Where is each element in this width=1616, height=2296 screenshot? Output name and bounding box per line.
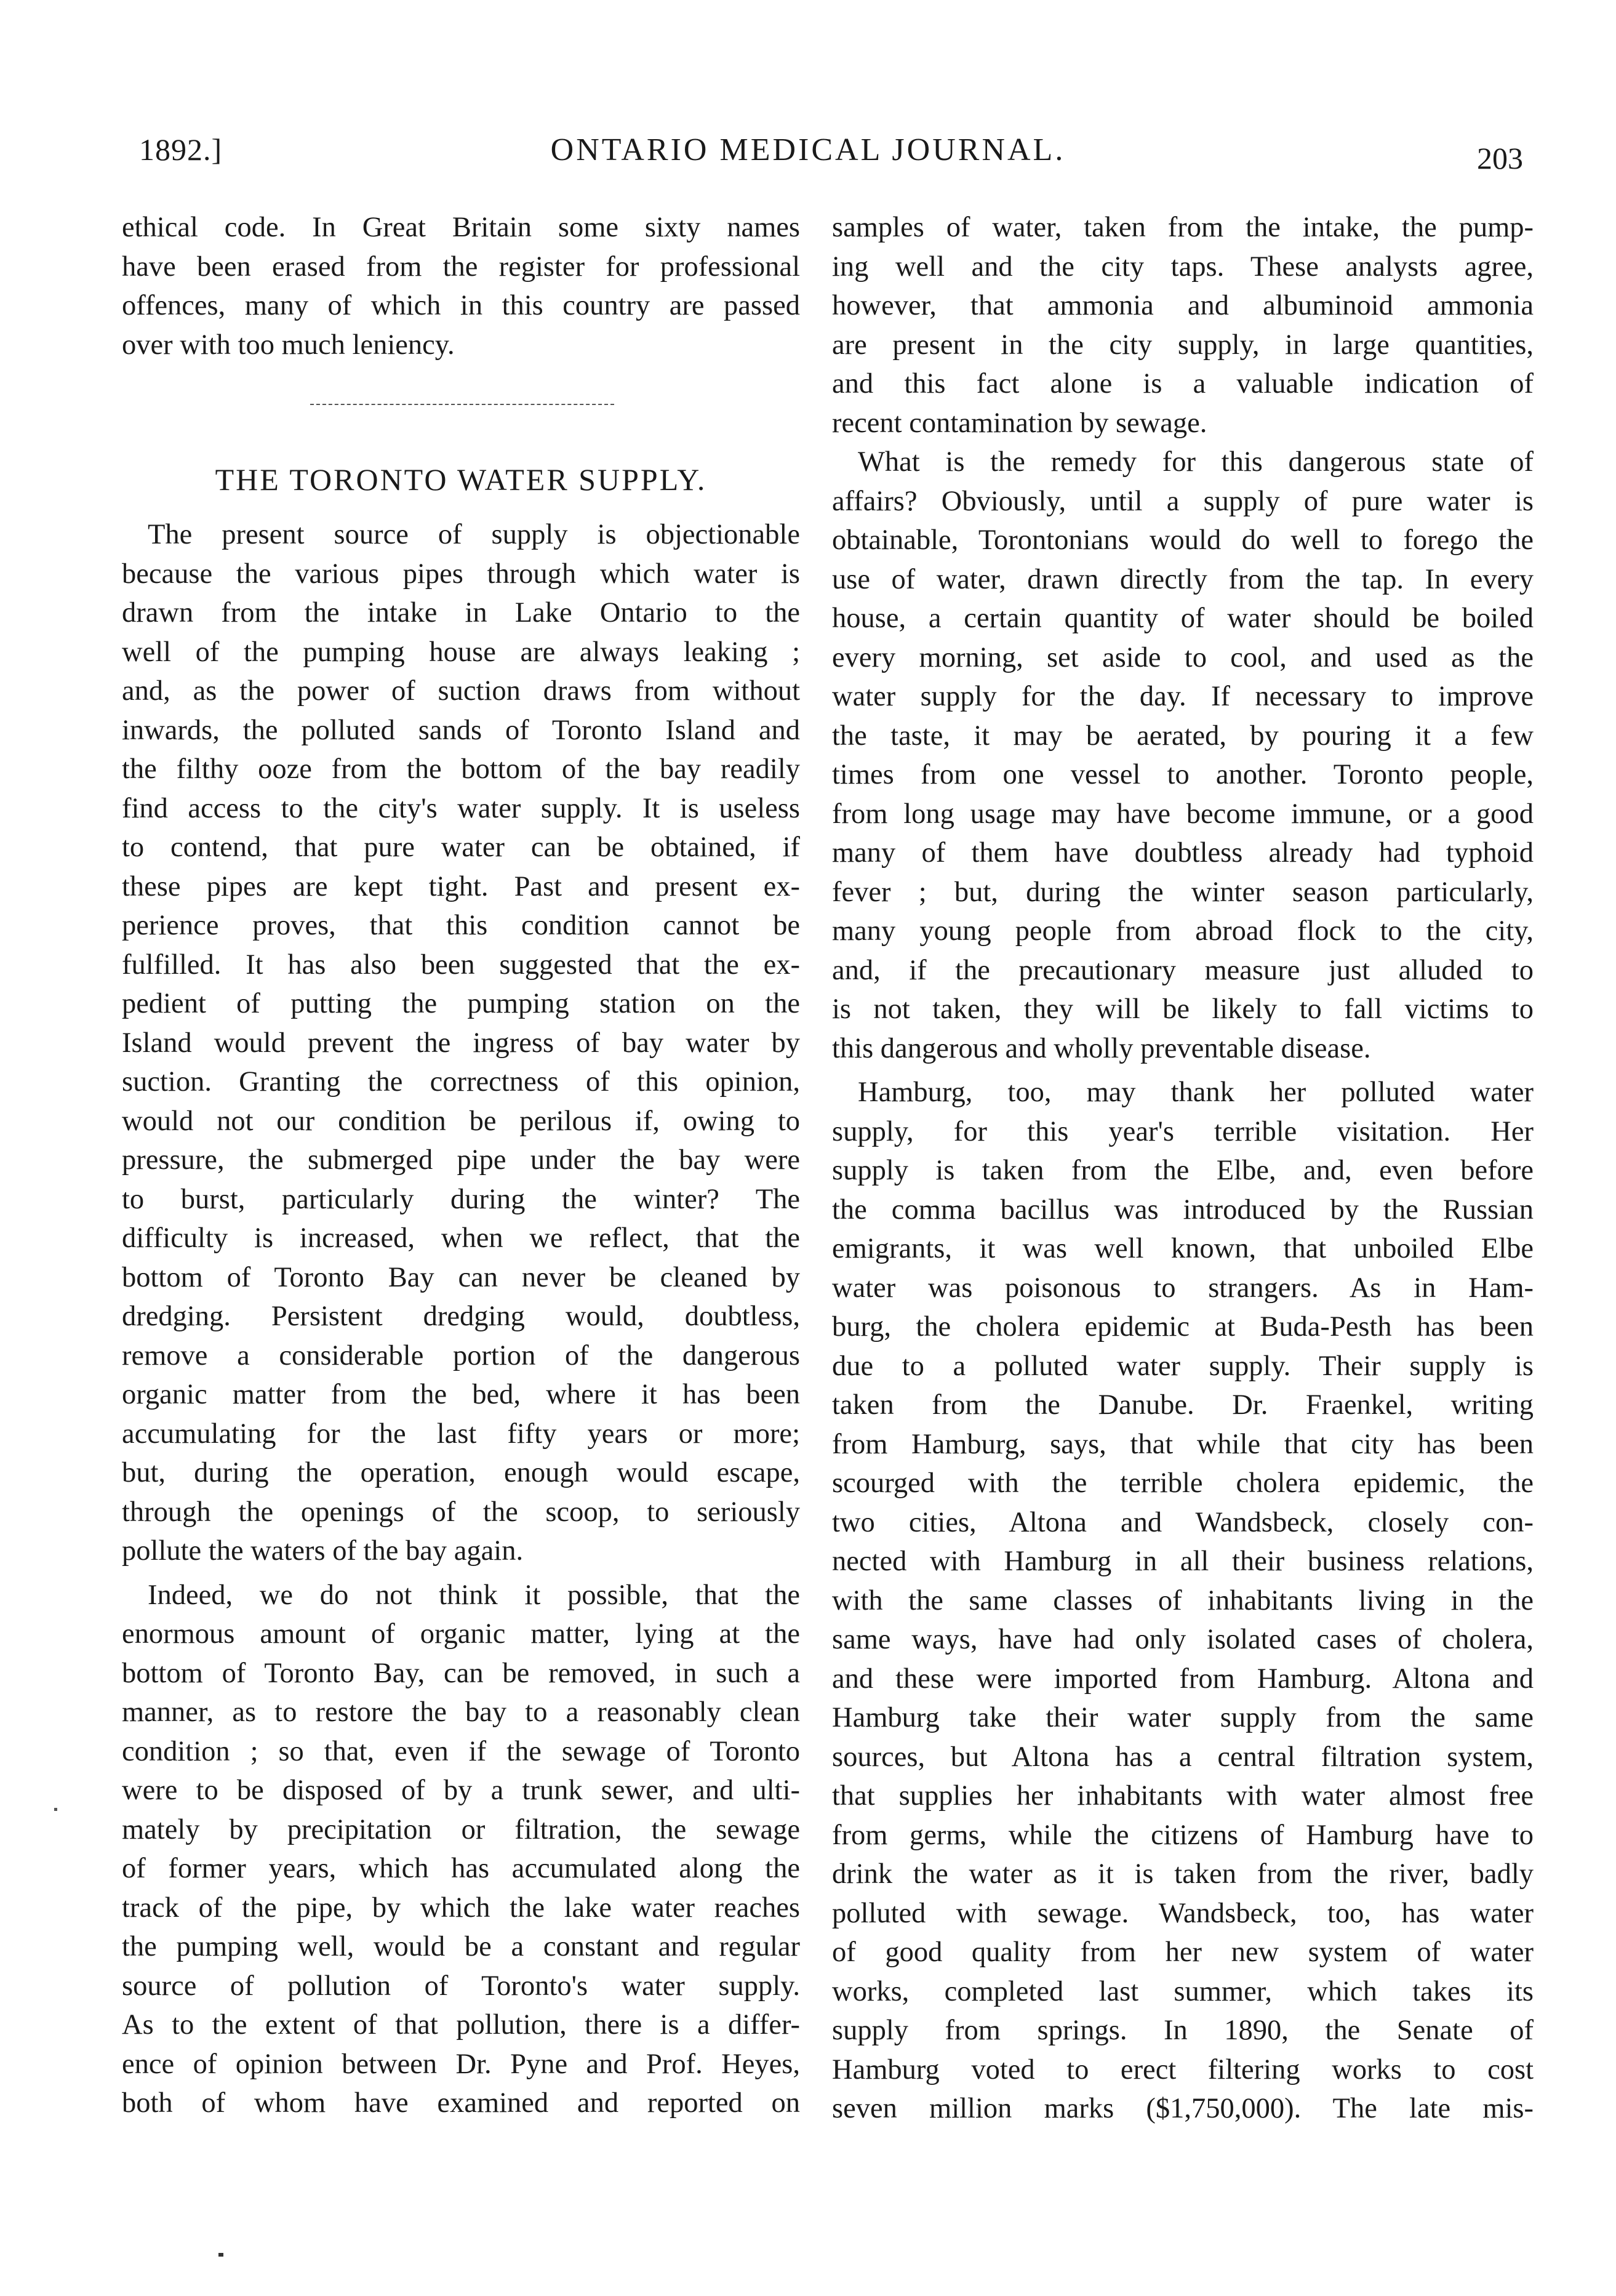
paragraph [832,443,1534,1068]
text-line: from germs, while the citizens of Hamburg have to [832,1819,1534,1851]
text-line: emigrants, it was well known, that unboiled Elbe [832,1233,1534,1264]
text-line: this dangerous and wholly preventable disease. [832,1032,1371,1064]
text-line: mately by precipitation or filtration, the sewage [122,1813,800,1845]
text-line: samples of water, taken from the intake, the pump- [832,212,1534,243]
text-line: to contend, that pure water can be obtained, if [122,832,800,863]
text-line: pedient of putting the pumping station on the [122,988,800,1019]
text-line: two cities, Altona and Wandsbeck, closely con- [832,1506,1534,1538]
text-line: from Hamburg, says, that while that city has been [832,1428,1534,1460]
text-line: works, completed last summer, which takes its [832,1975,1534,2007]
right-column [832,208,1534,2129]
text-line: is not taken, they will be likely to fall victims to [832,993,1534,1025]
text-line: the comma bacillus was introduced by the Russian [832,1194,1534,1226]
text-line: every morning, set aside to cool, and used as the [832,641,1534,673]
text-line: and, as the power of suction draws from without [122,675,800,707]
text-line: fulfilled. It has also been suggested that the ex- [122,949,800,981]
text-line: offences, many of which in this country are passed [122,290,800,321]
text-line: supply from springs. In 1890, the Senate of [832,2015,1534,2046]
text-line: scourged with the terrible cholera epidemic, the [832,1467,1534,1499]
text-line: would not our condition be perilous if, owing to [122,1105,800,1137]
bottom-speck [218,2253,223,2257]
text-line: dredging. Persistent dredging would, doubtless, [122,1301,800,1332]
paragraph [122,1576,800,2123]
margin-speck [54,1808,57,1811]
text-line: suction. Granting the correctness of this opinion, [122,1066,800,1098]
text-line: and these were imported from Hamburg. Altona and [832,1663,1534,1695]
running-head [0,132,1616,181]
text-line: with the same classes of inhabitants living in the [832,1584,1534,1616]
text-line: use of water, drawn directly from the tap. In every [832,563,1534,595]
text-line: accumulating for the last fifty years or more; [122,1418,800,1450]
text-line: difficulty is increased, when we reflect, that the [122,1222,800,1254]
text-line: but, during the operation, enough would escape, [122,1457,800,1488]
text-line: What is the remedy for this dangerous state of [858,446,1534,478]
text-line: supply, for this year's terrible visitation. Her [832,1115,1534,1147]
text-line: remove a considerable portion of the dangerous [122,1339,800,1371]
text-line: condition ; so that, even if the sewage of Toronto [122,1735,800,1767]
text-line: find access to the city's water supply. It is useless [122,792,800,824]
text-line: organic matter from the bed, where it has been [122,1379,800,1410]
text-line: source of pollution of Toronto's water supply. [122,1970,800,2002]
text-line: drawn from the intake in Lake Ontario to the [122,597,800,628]
text-line: that supplies her inhabitants with water almost free [832,1780,1534,1812]
text-line: manner, as to restore the bay to a reasonably clean [122,1696,800,1728]
text-line: of former years, which has accumulated along the [122,1853,800,1884]
text-line: Hamburg take their water supply from the same [832,1702,1534,1733]
text-line: burg, the cholera epidemic at Buda-Pesth has been [832,1311,1534,1343]
paragraph [832,1073,1534,2129]
section-divider [122,364,800,443]
text-line: and, if the precautionary measure just alluded to [832,954,1534,986]
text-line: recent contamination by sewage. [832,407,1207,439]
text-line: of good quality from her new system of water [832,1937,1534,1968]
text-line: bottom of Toronto Bay, can be removed, in such a [122,1657,800,1689]
text-line: the pumping well, would be a constant and regular [122,1931,800,1962]
section-heading: THE TORONTO WATER SUPPLY. [215,462,707,497]
text-line: supply is taken from the Elbe, and, even before [832,1155,1534,1186]
paragraph [832,208,1534,443]
text-line: however, that ammonia and albuminoid ammonia [832,290,1534,321]
text-line: Island would prevent the ingress of bay water by [122,1027,800,1059]
divider-rule [310,404,614,405]
text-line: well of the pumping house are always leaking ; [122,636,800,668]
text-line: both of whom have examined and reported on [122,2087,800,2119]
text-line: times from one vessel to another. Toronto people, [832,759,1534,790]
text-line: track of the pipe, by which the lake water reaches [122,1892,800,1924]
text-line: due to a polluted water supply. Their supply is [832,1350,1534,1382]
text-line: pressure, the submerged pipe under the bay were [122,1144,800,1176]
text-line: perience proves, that this condition cannot be [122,910,800,941]
text-line: are present in the city supply, in large quantities, [832,329,1534,361]
text-line: the taste, it may be aerated, by pouring it a few [832,720,1534,752]
journal-title: ONTARIO MEDICAL JOURNAL. [550,132,1066,167]
page-number: 203 [1477,141,1523,175]
text-line: ethical code. In Great Britain some sixty names [122,212,800,243]
text-line: to burst, particularly during the winter? The [122,1183,800,1215]
text-line: Hamburg, too, may thank her polluted water [858,1077,1534,1108]
text-line: ing well and the city taps. These analysts agree, [832,251,1534,283]
intro-paragraph [122,208,800,364]
text-line: sources, but Altona has a central filtration system, [832,1741,1534,1773]
text-line: pollute the waters of the bay again. [122,1535,524,1567]
text-line: seven million marks ($1,750,000). The late mis- [832,2093,1534,2124]
running-head-year: 1892.] [139,132,223,167]
left-column [122,208,800,2123]
text-line: obtainable, Torontonians would do well to forego the [832,524,1534,556]
text-line: drink the water as it is taken from the river, badly [832,1858,1534,1890]
text-line: affairs? Obviously, until a supply of pure water is [832,485,1534,517]
text-line: many of them have doubtless already had typhoid [832,837,1534,869]
text-line: polluted with sewage. Wandsbeck, too, has water [832,1897,1534,1929]
text-line: from long usage may have become immune, or a good [832,798,1534,830]
text-line: enormous amount of organic matter, lying at the [122,1618,800,1650]
text-line: these pipes are kept tight. Past and present ex- [122,870,800,902]
text-line: because the various pipes through which water is [122,558,800,590]
text-line: fever ; but, during the winter season particularly, [832,876,1534,908]
text-line: ence of opinion between Dr. Pyne and Prof. Heyes, [122,2048,800,2080]
text-line: the filthy ooze from the bottom of the bay readily [122,753,800,785]
text-line: and this fact alone is a valuable indication of [832,368,1534,399]
text-line: As to the extent of that pollution, there is a differ- [122,2009,800,2041]
text-line: have been erased from the register for professional [122,251,800,283]
text-line: over with too much leniency. [122,329,455,361]
text-line: water supply for the day. If necessary to improve [832,681,1534,712]
text-line: same ways, have had only isolated cases of cholera, [832,1624,1534,1655]
text-line: inwards, the polluted sands of Toronto Island and [122,714,800,746]
text-line: water was poisonous to strangers. As in Ham- [832,1272,1534,1304]
text-line: many young people from abroad flock to the city, [832,915,1534,947]
text-line: taken from the Danube. Dr. Fraenkel, writing [832,1389,1534,1421]
text-line: Indeed, we do not think it possible, that the [148,1579,800,1611]
text-line: nected with Hamburg in all their business relations, [832,1546,1534,1577]
text-line: were to be disposed of by a trunk sewer, and ulti- [122,1775,800,1806]
text-line: Hamburg voted to erect filtering works to cost [832,2053,1534,2085]
text-line: house, a certain quantity of water should be boiled [832,603,1534,634]
text-line: through the openings of the scoop, to seriously [122,1496,800,1528]
paragraph [122,515,800,1571]
text-line: The present source of supply is objectionable [148,519,800,550]
text-line: bottom of Toronto Bay can never be cleaned by [122,1261,800,1293]
